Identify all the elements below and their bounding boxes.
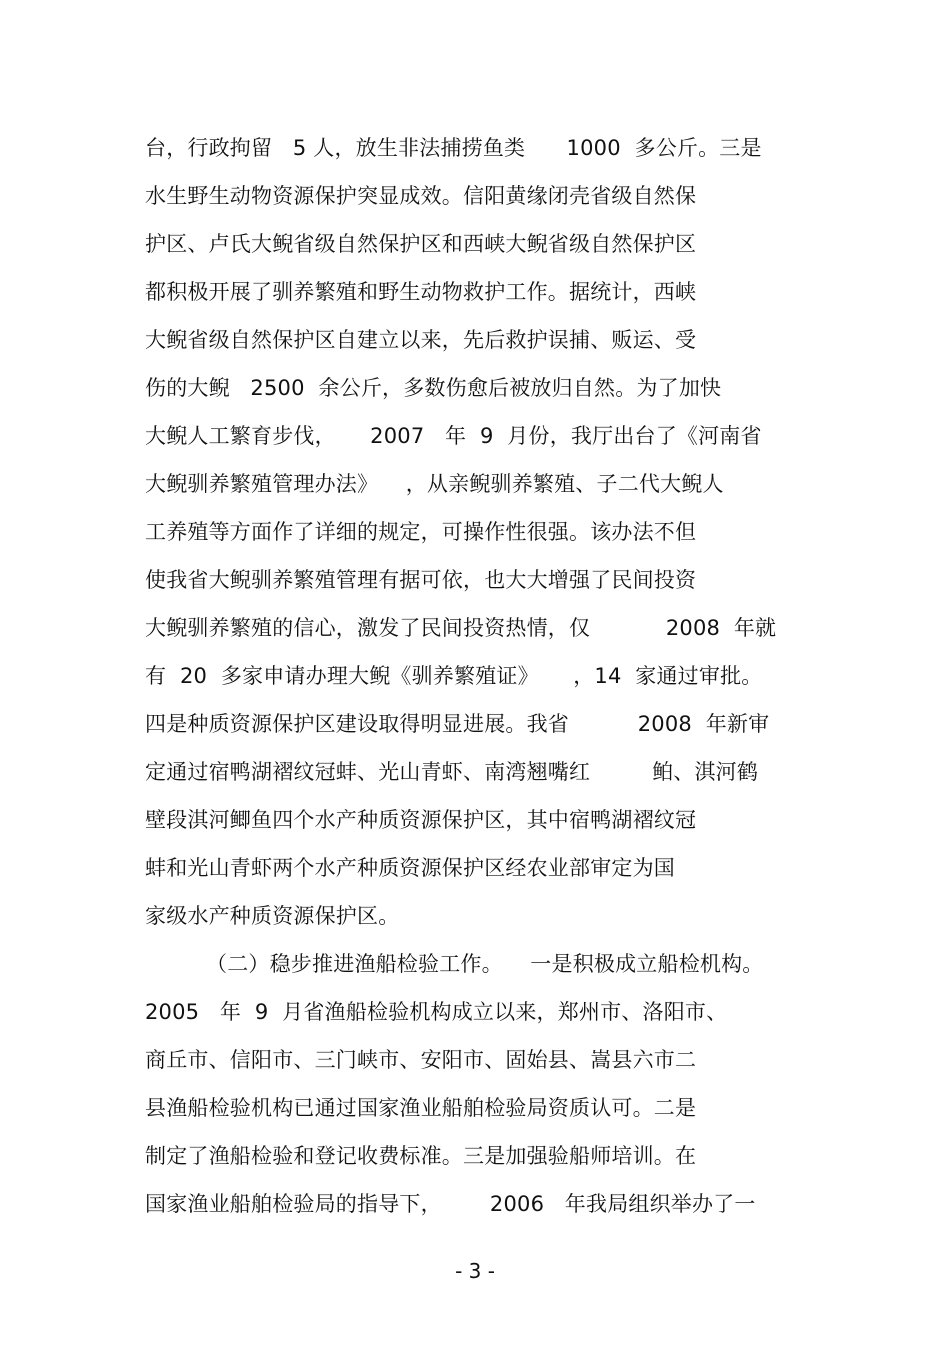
text-line: 大鲵驯养繁殖管理办法》 ，从亲鲵驯养繁殖、子二代大鲵人	[145, 472, 724, 496]
text-line: 使我省大鲵驯养繁殖管理有据可依，也大大增强了民间投资	[145, 568, 697, 592]
section-heading-line: （二）稳步推进渔船检验工作。 一是积极成立船检机构。	[206, 952, 764, 976]
text-line: 都积极开展了驯养繁殖和野生动物救护工作。据统计，西峡	[145, 280, 697, 304]
text-line: 水生野生动物资源保护突显成效。信阳黄缘闭壳省级自然保	[145, 184, 697, 208]
text-line: 县渔船检验机构已通过国家渔业船舶检验局资质认可。二是	[145, 1096, 697, 1120]
text-line: 有 20 多家申请办理大鲵《驯养繁殖证》 ，14 家通过审批。	[145, 664, 763, 688]
text-line: 大鲵驯养繁殖的信心，激发了民间投资热情，仅 2008 年就	[145, 616, 777, 640]
text-line: 国家渔业船舶检验局的指导下， 2006 年我局组织举办了一	[145, 1192, 756, 1216]
page-number: - 3 -	[455, 1259, 495, 1283]
text-line: 四是种质资源保护区建设取得明显进展。我省 2008 年新审	[145, 712, 770, 736]
text-line: 大鲵省级自然保护区自建立以来，先后救护误捕、贩运、受	[145, 328, 697, 352]
text-line: 壁段淇河鲫鱼四个水产种质资源保护区，其中宿鸭湖褶纹冠	[145, 808, 697, 832]
text-line: 大鲵人工繁育步伐， 2007 年 9 月份，我厅出台了《河南省	[145, 424, 762, 448]
text-line: 制定了渔船检验和登记收费标准。三是加强验船师培训。在	[145, 1144, 697, 1168]
text-line: 商丘市、信阳市、三门峡市、安阳市、固始县、嵩县六市二	[145, 1048, 697, 1072]
text-line: 定通过宿鸭湖褶纹冠蚌、光山青虾、南湾翘嘴红 鲌、淇河鹤	[145, 760, 759, 784]
text-line: 蚌和光山青虾两个水产种质资源保护区经农业部审定为国	[145, 856, 675, 880]
text-line: 台，行政拘留 5 人，放生非法捕捞鱼类 1000 多公斤。三是	[145, 136, 762, 160]
text-line: 伤的大鲵 2500 余公斤，多数伤愈后被放归自然。为了加快	[145, 376, 722, 400]
text-line: 2005 年 9 月省渔船检验机构成立以来，郑州市、洛阳市、	[145, 1000, 728, 1024]
text-line: 工养殖等方面作了详细的规定，可操作性很强。该办法不但	[145, 520, 697, 544]
text-line: 护区、卢氏大鲵省级自然保护区和西峡大鲵省级自然保护区	[145, 232, 697, 256]
text-line: 家级水产种质资源保护区。	[145, 904, 400, 928]
